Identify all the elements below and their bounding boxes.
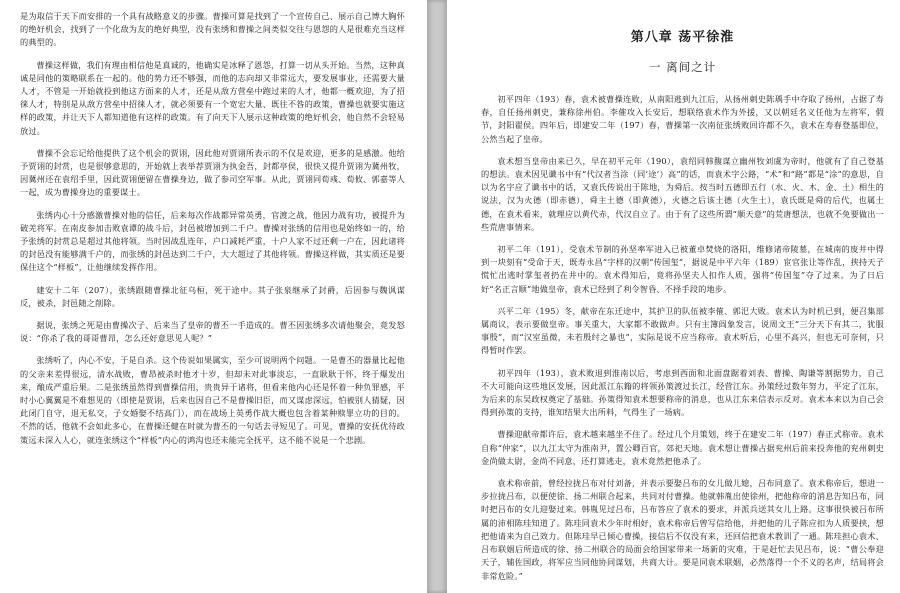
left-page bbox=[0, 0, 427, 593]
right-paragraph-3: 初平二年（191），受袁术节制的孙坚率军进入已被董卓焚烧的洛阳，维修诸帝陵墓，在城南的废井中得到一块刻有“受命于天，既寿永昌”字样的汉朝“传国玺”，据说是中平六年（189）宦官张让等作乱，挟持天子慌忙出逃时掌玺者扔在井中的。袁术得知后，竟将孙坚夫人扣作人质，强将“传国玺”夺了过来。为了日后好“名正言顺”地做皇帝，袁术已经到了利令智昏、不择手段的地步。 bbox=[481, 244, 884, 294]
right-paragraph-4: 兴平二年（195）冬，献帝在东迁途中，其护卫的队伍被李傕、郭汜大败。袁术认为时机已到，便召集部属商议，表示要做皇帝。事关重大，大家都不敢做声。只有主簿阎象发言，说周文王“三分天下有其二，犹服事殷”，而“汉室虽微，未若殷纣之暴也”，实际是说不应当称帝。袁术听后，心里不高兴，但也无可奈何，只得暂时作罢。 bbox=[481, 305, 884, 356]
left-paragraph-2: 曹操这样做，我们有理由相信他是真诚的，他确实是冰释了恩怨，打算一切从头开始。当然，这种真诚是同他的策略联系在一起的。他的势力还不够强，而他的志向却又非常远大，要发展事业，还需要大量人才，不管是一开始就投到他这方面来的人才，还是从敌方营垒中跑过来的人才，他都一概欢迎，为了招徕人才，特别是从敌方营垒中招徕人才，就必须要有一个宽宏大量、既往不咎的政策，曹操也就要实施这样的政策，并让天下人都知道他有这样的政策。有了向天下人展示这种政策的绝好机会，他自然不会轻易放过。 bbox=[20, 59, 405, 136]
right-paragraph-5: 初平四年（193），袁术败退到淮南以后，考虑到西面和北面盘踞着刘表、曹操、陶谦等割据势力，自己不大可能向这些地区发展，因此派江东籍的将领孙策渡过长江，经营江东。孙策经过数年努力，平定了江东，为后来的东吴政权奠定了基础。孙策得知袁术想要称帝的消息，也从江东来信表示反对。袁术本来以为自己会得到孙策的支持，谁知结果大出所料，气得生了一场病。 bbox=[481, 367, 884, 418]
right-page bbox=[447, 0, 900, 593]
left-paragraph-6: 据说，张绣之死是由曹操次子、后来当了皇帝的曹丕一手造成的。曹丕因张绣多次请他聚会，竟发怒说：“你杀了我的哥哥曹昂，怎么还好意思见人呢？” bbox=[20, 320, 405, 344]
book-gutter bbox=[427, 0, 447, 593]
right-paragraph-7: 袁术称帝前，曾经拉拢吕布对付刘备，并表示要娶吕布的女儿做儿媳，吕布同意了。袁术称帝后，想进一步拉拢吕布，以便使徐、扬二州联合起来，共同对付曹操。他就韩胤出使徐州，把他称帝的消息告知吕布，同时把吕布的女儿迎娶过来。韩胤见过吕布，吕布答应了袁术的要求，并派兵送其女儿上路。这事很快被吕布所属的沛相陈珪知道了。陈珪同袁术少年时相好，袁术称帝后曾写信给他，并把他的儿子陈应扣为人质要挟，想把他请来为自己效力。但陈珪早已倾心曹操，接信后不仅没有来，还回信把袁术教训了一通。陈珪担心袁术、吕布联姻后所造成的徐、扬二州联合的局面会给国家带来一场新的灾难，于是赶忙去见吕布，说：“曹公奉迎天子，辅佐国政，将军应当同他协同谋划，共商大计。要是同袁术联姻，必然落得一个不义的名声，结局将会非常危险。” bbox=[481, 478, 884, 581]
right-paragraph-2: 袁术想当皇帝由来已久，早在初平元年（190），袁绍同韩馥谋立幽州牧刘虞为帝时，他就有了自己登基的想法。袁术因见谶书中有“代汉者当涂（同‘途’）高”的话，而袁术字公路，“术”和“路”都是“涂”的意思，自以为名字应了谶书中的话，又袁氏传说出于陈地，为舜后。按当时五德即五行（水、火、木、金、土）相生的说法，汉为火德（即赤德），舜主土德（即黄德），火德之后该土德（火生土），袁氏既是舜的后代，也属土德，在袁术看来，就理应以黄代赤，代汉自立了。由于有了这些所谓“顺天意”的荒唐想法，也就不免要做出一些荒唐事情来。 bbox=[481, 155, 884, 232]
chapter-title: 第八章 荡平徐淮 bbox=[630, 30, 735, 45]
section-title: 一 离间之计 bbox=[648, 60, 717, 74]
left-paragraph-7: 张绣听了，内心不安，于是自杀。这个传说如果属实，至少可说明两个问题。一是曹丕的器量比起他的父亲来差得很远，清水战败，曹昂被杀时他才十岁，但却未对此事淡忘，一直耿耿于怀，终于爆发出来，酿成严重后果。二是张绣虽然得到曹操信用，贵贵异于诸将，但看来他内心还是怀着一种负罪感，平时小心翼翼是不难想见的（即使是贾诩，后来也因自己不是曹操旧臣，而又谋虑深远，怕被别人猜疑，因此闭门自守，退无私交，子女婚娶不结高门），而在战场上英勇作战大概也包含着某种赎罪立功的目的。不然的话，他就不会如此多心，在曹操还健在时就为曹丕的一句话去寻短见了。可见，曹操的安抚优待政策远未深入人心，就连张绣这个“样板”内心的鸿沟也还未能完全抚平，这不能不说是一个悲剧。 bbox=[20, 355, 405, 445]
left-paragraph-3: 曹操不会忘记给他提供了这个机会的贾诩，因此他对贾诩所表示的不仅是欢迎，更多的是感激。他给予贾诩的封赏，也是很够意思的，开始就上表举荐贾诩为执金吾，封都亭侯，很快又提升贾诩为冀州牧，因冀州还在袁绍手里，因此贾诩便留在曹操身边，做了参司空军事。从此，贾诩同荀彧、荀攸、郭嘉等人一起，成为曹操身边的重要谋士。 bbox=[20, 147, 405, 198]
left-paragraph-5: 建安十二年（207），张绣跟随曹操北征乌桓，死于途中。其子张泉继承了封爵，后因参与魏讽谋反，被杀，封邑随之削除。 bbox=[20, 284, 405, 308]
right-paragraph-6: 曹操迎献帝都许后，袁术越来越坐不住了。经过几个月策划，终于在建安二年（197）春正式称帝。袁术自称“仲家”，以九江太守为淮南尹，置公卿百官，郊祀天地。袁术想让曹操占据兖州后前来投奔他的兖州刺史金尚做太尉，金尚不同意，还打算逃走，袁术竟然把他杀了。 bbox=[481, 429, 884, 466]
right-paragraph-1: 初平四年（193）春，袁术被曹操连败，从南阳逃到九江后，从扬州刺史陈瑀手中夺取了扬州，占据了寿春，自任扬州刺史，兼称徐州伯。李傕攻入长安后，想联络袁术作为外援，又以朝廷名义任他为左将军，假节，封阳翟侯。四年后，即建安二年（197）春，曹操第一次南征张绣败回许都不久，袁术在寿春登基即位，公然当起了皇帝。 bbox=[481, 94, 884, 144]
left-paragraph-1: 是为取信于天下而安排的一个具有战略意义的步骤。曹操可算是找到了一个宣传自己、展示自己博大胸怀的绝好机会，找到了一个化敌为友的绝好典型，没有张绣和曹操之间类似交往与恩怨的人是很难充当这样的典型的。 bbox=[20, 11, 405, 48]
left-paragraph-4: 张绣内心十分感激曹操对他的信任，后来每次作战都异常英勇，官渡之战，他因力战有功，被提升为破羌将军。在南皮参加击败袁谭的战斗后，封邑被增加到二千户。曹操对张绣的信用也是始终如一的，给予张绣的封赏总是超过其他将领。当时因战乱连年，户口减耗严重，十户人家不过还剩一户在，因此诸将的封邑没有能够满千户的，而张绣的封邑达到二千户，大大超过了其他将领。曹操这样做，其实质还是要保住这个“样板”，让他继续发挥作用。 bbox=[20, 209, 405, 273]
